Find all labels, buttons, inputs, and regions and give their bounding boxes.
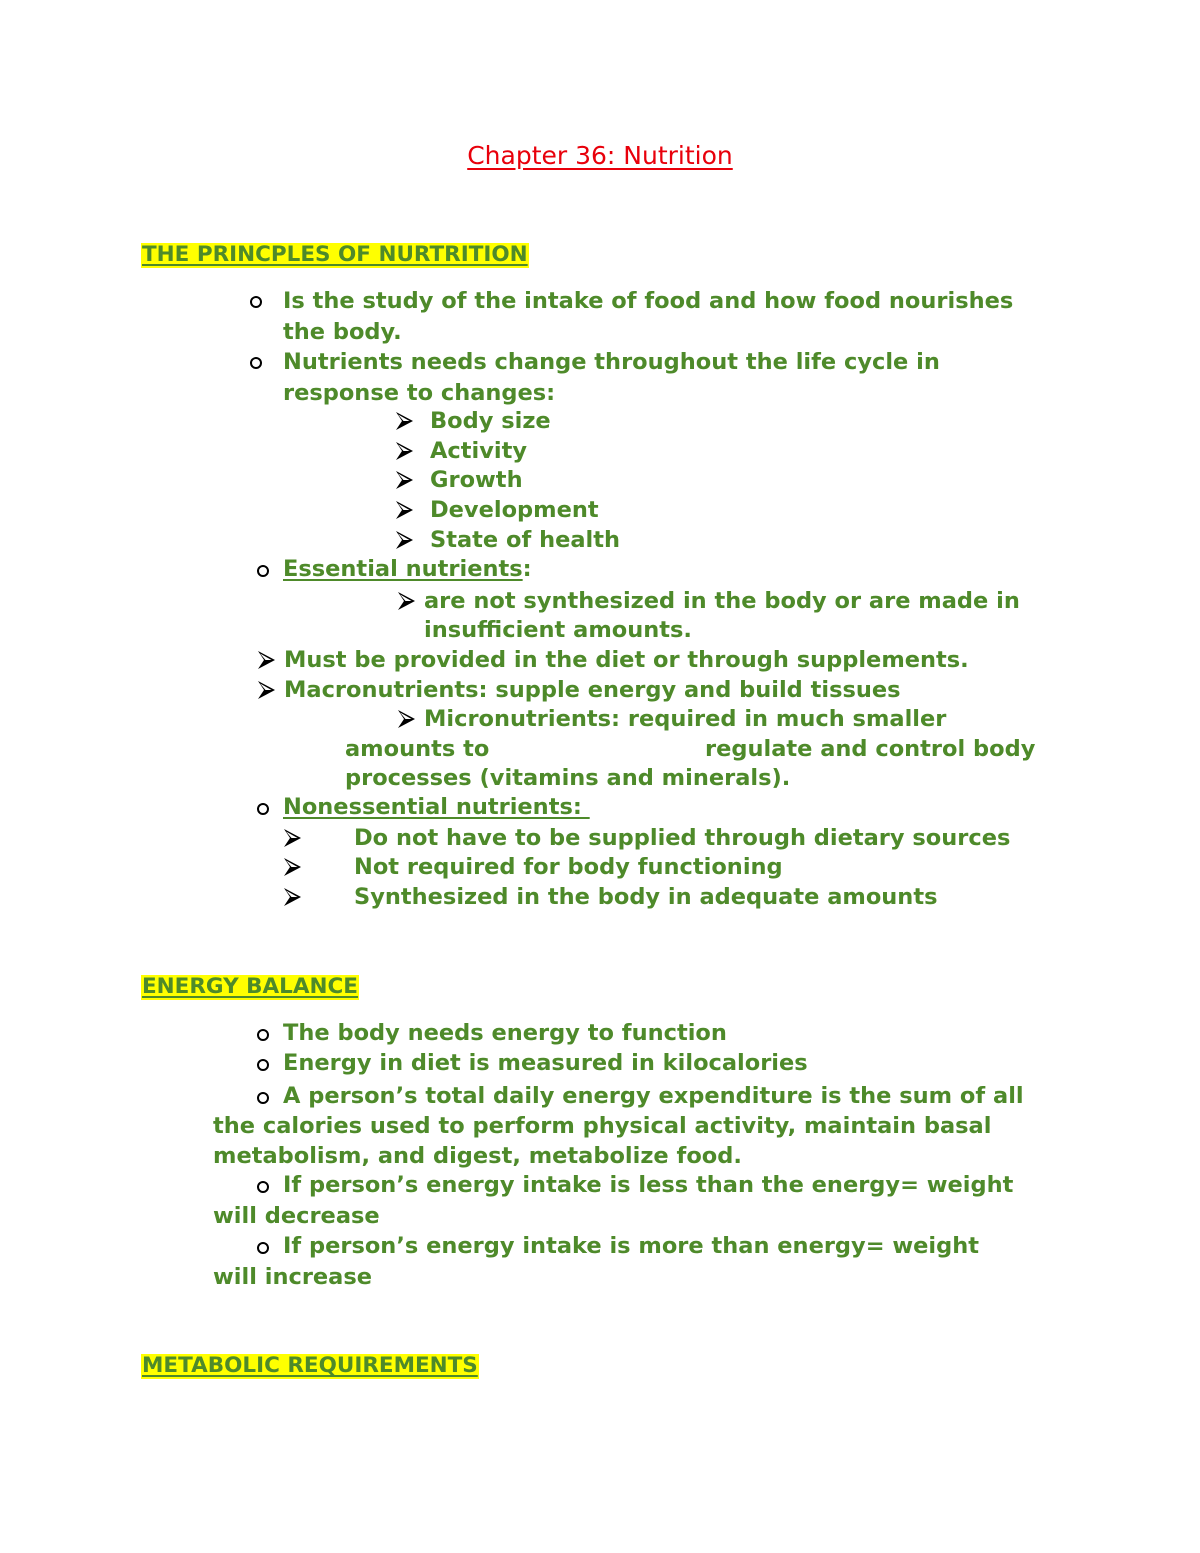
circle-bullet-icon	[250, 296, 262, 308]
essential-colon: :	[522, 556, 532, 582]
nonessential-item: Do not have to be supplied through dietary sources	[354, 825, 1011, 851]
circle-bullet-icon	[257, 803, 269, 815]
heading-metabolic-requirements: METABOLIC REQUIREMENTS	[142, 1353, 478, 1378]
change-item: Body size	[430, 408, 551, 434]
chapter-title: Chapter 36: Nutrition	[467, 141, 733, 170]
nonessential-item: Synthesized in the body in adequate amounts	[354, 884, 938, 910]
circle-bullet-icon	[257, 1242, 269, 1254]
essential-nutrients-term: Essential nutrients	[283, 556, 523, 582]
circle-bullet-icon	[250, 357, 262, 369]
essential-nutrients-label	[283, 558, 532, 581]
principles-point-2-line-2: response to changes:	[283, 380, 556, 406]
change-item: Activity	[430, 438, 528, 464]
energy-point-3-line-2: the calories used to perform physical activity, maintain basal	[213, 1113, 992, 1139]
essential-def-line-2: insufficient amounts.	[424, 617, 692, 643]
essential-def-line-1: are not synthesized in the body or are made in	[424, 588, 1020, 614]
arrowhead-bullet-icon	[282, 857, 302, 877]
macronutrients: Macronutrients: supple energy and build tissues	[284, 677, 901, 703]
arrowhead-bullet-icon	[394, 500, 414, 520]
nonessential-nutrients-label: Nonessential nutrients:	[283, 794, 590, 820]
must-be-provided: Must be provided in the diet or through supplements.	[284, 647, 969, 673]
heading-principles: THE PRINCPLES OF NURTRITION	[142, 242, 528, 267]
arrowhead-bullet-icon	[256, 650, 276, 670]
energy-point-4-line-1: If person’s energy intake is less than the energy= weight	[283, 1172, 1014, 1198]
energy-point-1: The body needs energy to function	[283, 1020, 727, 1046]
micronutrients-line-1: Micronutrients: required in much smaller	[424, 706, 947, 732]
energy-point-5-line-2: will increase	[213, 1264, 373, 1290]
change-item: State of health	[430, 527, 621, 553]
circle-bullet-icon	[257, 1029, 269, 1041]
energy-point-3-line-1: A person’s total daily energy expenditure is the sum of all	[283, 1083, 1024, 1109]
nonessential-item: Not required for body functioning	[354, 854, 783, 880]
principles-point-2-line-1: Nutrients needs change throughout the life cycle in	[283, 349, 940, 375]
principles-point-1-line-2: the body.	[283, 319, 402, 345]
arrowhead-bullet-icon	[256, 680, 276, 700]
arrowhead-bullet-icon	[394, 411, 414, 431]
heading-energy-balance: ENERGY BALANCE	[142, 974, 358, 999]
arrowhead-bullet-icon	[394, 470, 414, 490]
arrowhead-bullet-icon	[282, 828, 302, 848]
principles-point-1-line-1: Is the study of the intake of food and how food nourishes	[283, 288, 1014, 314]
micronutrients-line-2b: regulate and control body	[705, 736, 1036, 762]
arrowhead-bullet-icon	[394, 530, 414, 550]
circle-bullet-icon	[257, 1092, 269, 1104]
energy-point-3-line-3: metabolism, and digest, metabolize food.	[213, 1143, 742, 1169]
energy-point-5-line-1: If person’s energy intake is more than energy= weight	[283, 1233, 980, 1259]
energy-point-4-line-2: will decrease	[213, 1203, 380, 1229]
circle-bullet-icon	[257, 1181, 269, 1193]
circle-bullet-icon	[257, 565, 269, 577]
arrowhead-bullet-icon	[394, 441, 414, 461]
change-item: Development	[430, 497, 599, 523]
arrowhead-bullet-icon	[396, 591, 416, 611]
circle-bullet-icon	[257, 1059, 269, 1071]
arrowhead-bullet-icon	[396, 709, 416, 729]
micronutrients-line-3: processes (vitamins and minerals).	[345, 765, 791, 791]
arrowhead-bullet-icon	[282, 887, 302, 907]
change-item: Growth	[430, 467, 523, 493]
energy-point-2: Energy in diet is measured in kilocalories	[283, 1050, 808, 1076]
micronutrients-line-2a: amounts to	[345, 736, 490, 762]
